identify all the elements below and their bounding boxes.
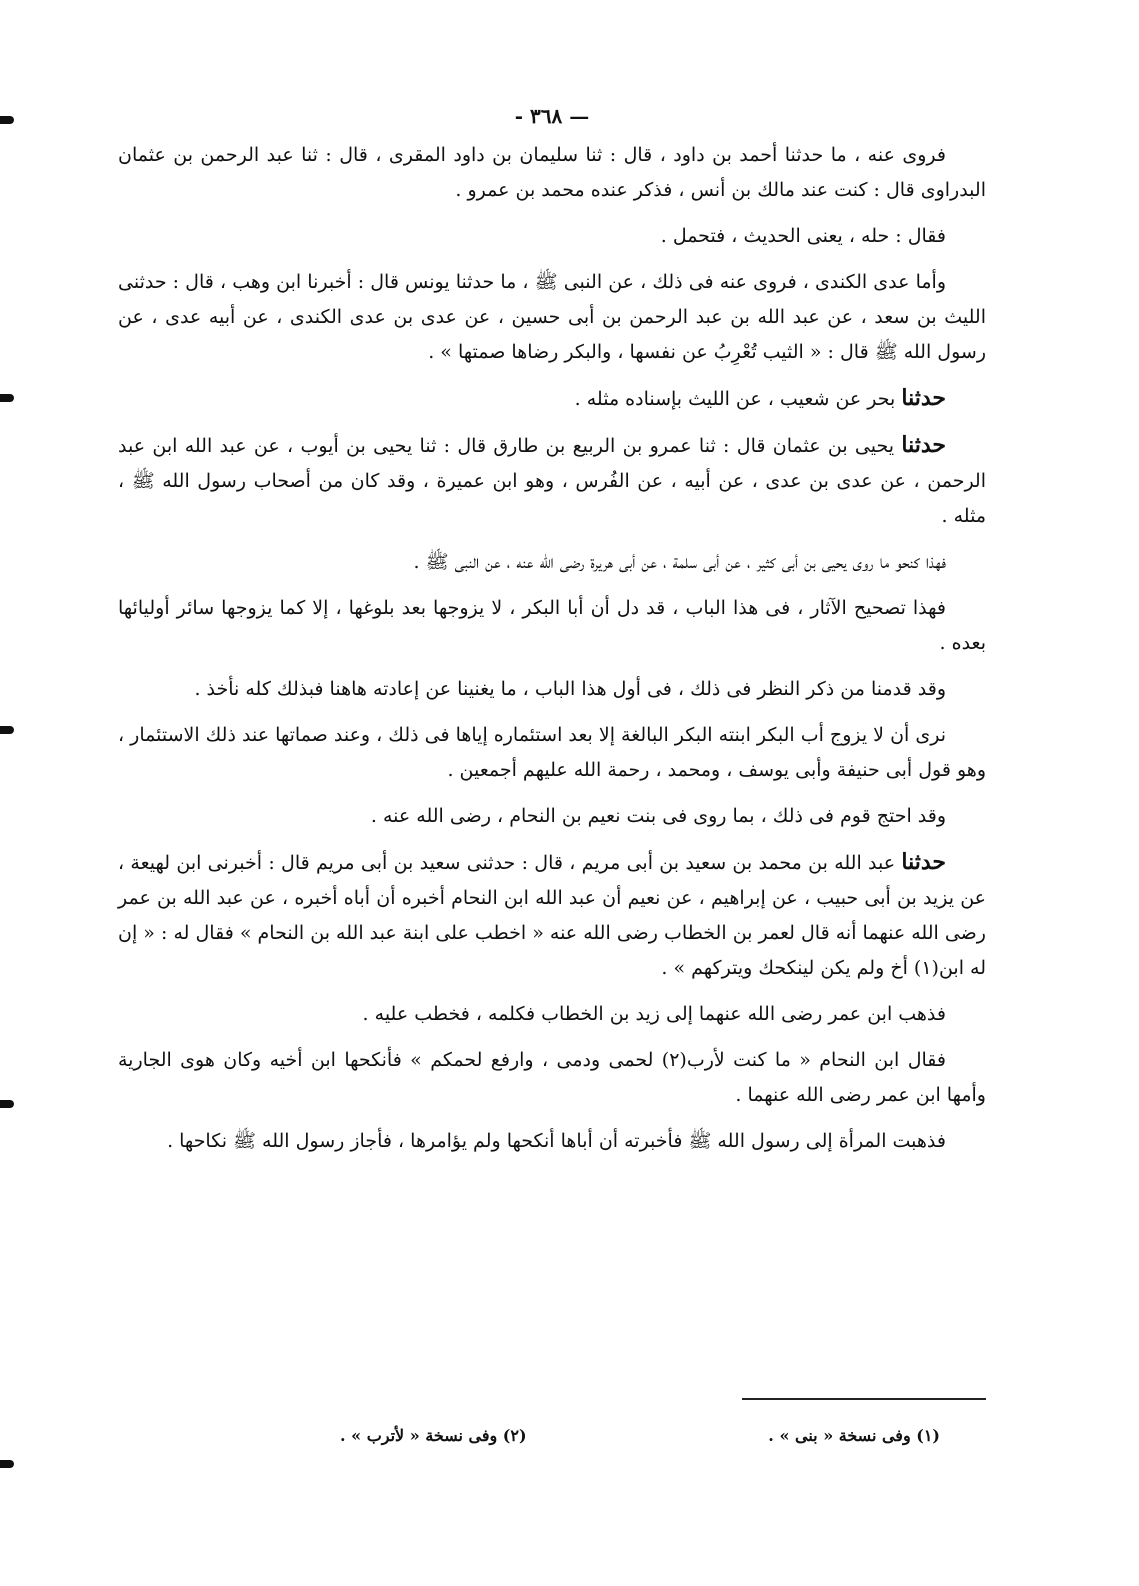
margin-mark <box>0 394 14 402</box>
footnote-2: (٢) وفى نسخة « لأترب » . <box>340 1426 527 1445</box>
paragraph <box>118 219 986 254</box>
paragraph-text: بحر عن شعيب ، عن الليث بإسناده مثله . <box>574 388 896 410</box>
paragraph-text: وقد قدمنا من ذكر النظر فى ذلك ، فى أول هذا الباب ، ما يغنينا عن إعادته هاهنا فبذلك كله نأخذ . <box>194 678 946 700</box>
paragraph <box>118 545 986 580</box>
margin-mark <box>0 1460 14 1468</box>
paragraph <box>118 997 986 1032</box>
paragraph <box>118 381 986 417</box>
document-page <box>118 90 986 1510</box>
paragraph-text: فهذا تصحيح الآثار ، فى هذا الباب ، قد دل أن أبا البكر ، لا يزوجها بعد بلوغها ، إلا كما يزوجها سائر أوليائها بعده . <box>118 597 986 654</box>
page-number: — ٣٦٨ - <box>514 104 590 128</box>
paragraph-text: فهذا كنحو ما روى يحيى بن أبى كثير ، عن أبى سلمة ، عن أبى هريرة رضى الله عنه ، عن النبى ﷺ . <box>413 551 946 573</box>
paragraph <box>118 718 986 788</box>
margin-mark <box>0 726 14 734</box>
paragraph-text: فقال ابن النحام « ما كنت لأرب(٢) لحمى ودمى ، وارفع لحمكم » فأنكحها ابن أخيه وكان هوى الجارية وأمها ابن عمر رضى الله عنهما . <box>118 1049 986 1106</box>
paragraph-text: فقال : حله ، يعنى الحديث ، فتحمل . <box>660 225 946 247</box>
paragraph <box>118 1124 986 1159</box>
paragraph-text: فذهبت المرأة إلى رسول الله ﷺ فأخبرته أن أباها أنكحها ولم يؤامرها ، فأجاز رسول الله ﷺ نكاحها . <box>167 1130 946 1152</box>
paragraph <box>118 265 986 370</box>
paragraph-text: يحيى بن عثمان قال : ثنا عمرو بن الربيع بن طارق قال : ثنا يحيى بن أيوب ، عن عبد الله ابن عبد الرحمن ، عن عدى بن عدى ، عن أبيه ، عن الفُرس ، وهو ابن عميرة ، وقد كان من أصحاب رسول الله ﷺ ، مثله . <box>118 435 986 527</box>
margin-mark <box>0 116 14 124</box>
paragraph <box>118 845 986 986</box>
hadith-keyword: حدثنا <box>901 849 946 875</box>
paragraph <box>118 1043 986 1113</box>
paragraph-text: وأما عدى الكندى ، فروى عنه فى ذلك ، عن النبى ﷺ ، ما حدثنا يونس قال : أخبرنا ابن وهب ، قال : حدثنى الليث بن سعد ، عن عبد الله بن عبد الرحمن بن أبى حسين ، عن عدى بن عدى الكندى ، عن أبيه عدى ، عن رسول الله ﷺ قال : « الثيب تُعْرِبُ عن نفسها ، والبكر رضاها صمتها » . <box>118 271 986 363</box>
body-text <box>118 138 986 1159</box>
paragraph-text: عبد الله بن محمد بن سعيد بن أبى مريم ، قال : حدثنى سعيد بن أبى مريم قال : أخبرنى ابن لهيعة ، عن يزيد بن أبى حبيب ، عن إبراهيم ، عن نعيم أن عبد الله ابن النحام أخبره أن أباه أخبره ، عن عبد الله بن عمر رضى الله عنهما أنه قال لعمر بن الخطاب رضى الله عنه « اخطب على ابنة عبد الله بن النحام » فقال له : « إن له ابن(١) أخ ولم يكن لينكحك ويتركهم » . <box>118 852 986 979</box>
paragraph <box>118 138 986 208</box>
paragraph <box>118 672 986 707</box>
paragraph-text: نرى أن لا يزوج أب البكر ابنته البكر البالغة إلا بعد استئماره إياها فى ذلك ، وعند صماتها عند ذلك الاستئمار ، وهو قول أبى حنيفة وأبى يوسف ، ومحمد ، رحمة الله عليهم أجمعين . <box>118 724 986 781</box>
paragraph-text: فذهب ابن عمر رضى الله عنهما إلى زيد بن الخطاب فكلمه ، فخطب عليه . <box>362 1003 946 1025</box>
footnotes <box>340 1426 940 1445</box>
hadith-keyword: حدثنا <box>901 385 946 411</box>
margin-mark <box>0 1100 14 1108</box>
paragraph <box>118 591 986 661</box>
paragraph <box>118 428 986 534</box>
footnote-rule <box>742 1398 986 1400</box>
footnote-1: (١) وفى نسخة « بنى » . <box>768 1426 940 1445</box>
paragraph-text: وقد احتج قوم فى ذلك ، بما روى فى بنت نعيم بن النحام ، رضى الله عنه . <box>370 805 946 827</box>
paragraph-text: فروى عنه ، ما حدثنا أحمد بن داود ، قال : ثنا سليمان بن داود المقرى ، قال : ثنا عبد الرحمن بن عثمان البدراوى قال : كنت عند مالك بن أنس ، فذكر عنده محمد بن عمرو . <box>118 144 986 201</box>
hadith-keyword: حدثنا <box>901 432 946 458</box>
paragraph <box>118 799 986 834</box>
